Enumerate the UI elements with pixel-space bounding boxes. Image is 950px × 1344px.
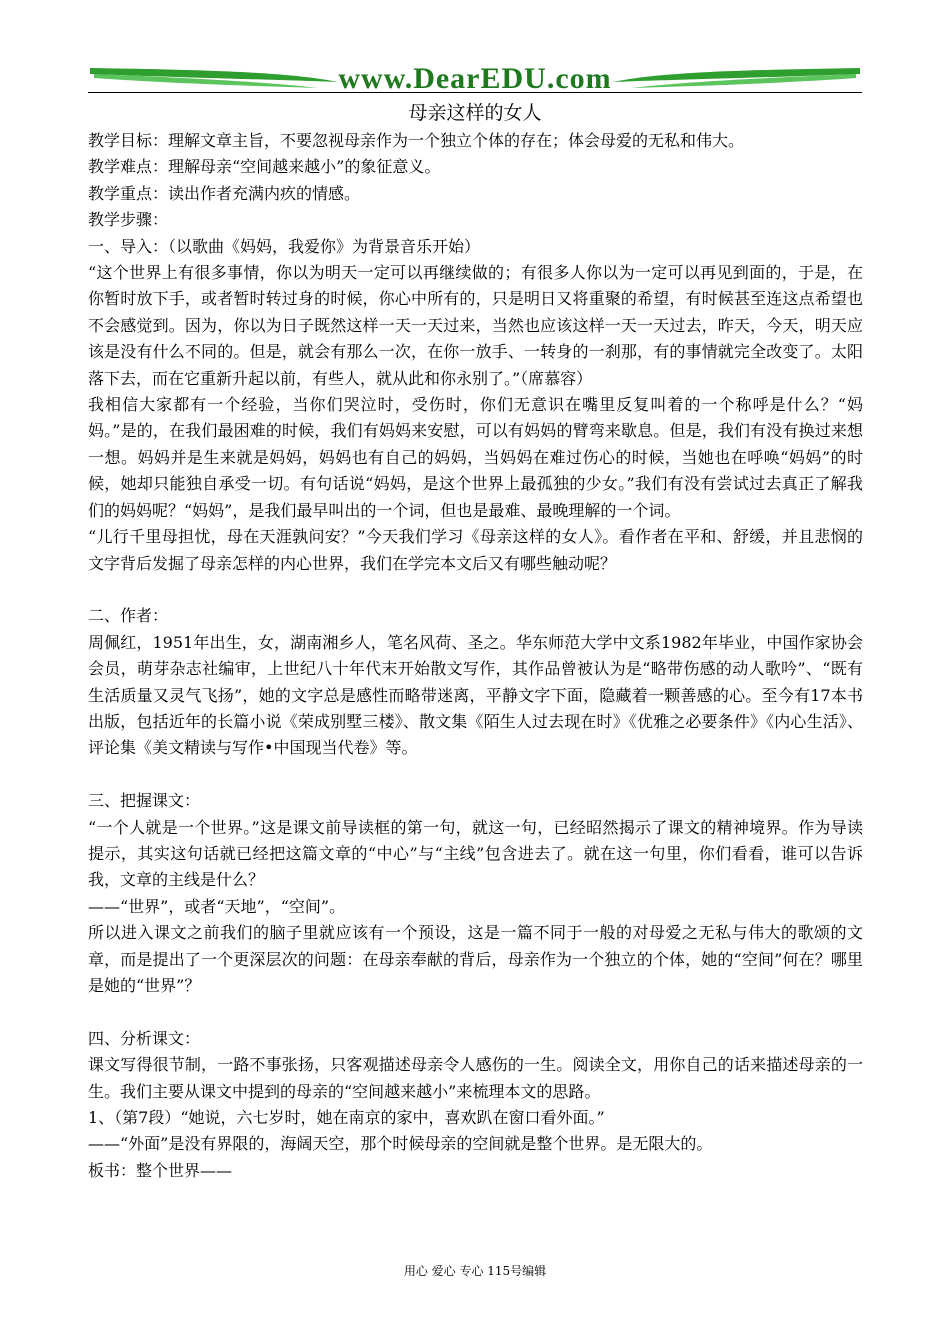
paragraph: 板书：整个世界—— [88,1160,233,1180]
paragraph: “这个世界上有很多事情，你以为明天一定可以再继续做的；有很多人你以为一定可以再见到面的，于是，在你暂时放下手，或者暂时转过身的时候，你心中所有的，只是明日又将重聚的希望，有时候甚至连这点希望也不会感觉到。因为，你以为日子既然这样一天一天过来，当然也应该这样一天一天过去，昨天，今天，明天应该是没有什么不同的。但是，就会有那么一次，在你一放手、一转身的一刹那，有的事情就完全改变了。太阳落下去，而在它重新升起以前，有些人，就从此和你永别了。”（席慕容） [88,263,863,388]
paragraph: ——“世界”，或者“天地”，“空间”。 [88,896,346,916]
page-footer: 用心 爱心 专心 115号编辑 [403,1264,547,1278]
paragraph: 教学目标：理解文章主旨，不要忽视母亲作为一个独立个体的存在；体会母爱的无私和伟大。 [88,131,745,150]
section-heading: 三、把握课文： [88,791,201,811]
paragraph: 教学重点：读出作者充满内疚的情感。 [88,183,361,203]
paragraph: ——“外面”是没有界限的，海阔天空，那个时候母亲的空间就是整个世界。是无限大的。 [88,1134,713,1154]
site-logo-text[interactable]: www.DearEDU.com [338,62,612,95]
paragraph: 周佩红，1951年出生，女，湖南湘乡人，笔名风荷、圣之。华东师范大学中文系1982年毕业，中国作家协会会员，萌芽杂志社编审，上世纪八十年代末开始散文写作，其作品曾被认为是“略带伤感的动人歌吟”、“既有生活质量又灵气飞扬”，她的文字总是感性而略带迷离，平静文字下面，隐藏着一颗善感的心。至今有17本书出版，包括近年的长篇小说《荣成别墅三楼》、散文集《陌生人过去现在时》《优雅之必要条件》《内心生活》、评论集《美文精读与写作•中国现当代卷》等。 [88,632,863,758]
document-body [88,128,863,1184]
paragraph: “一个人就是一个世界。”这是课文前导读框的第一句，就这一句，已经昭然揭示了课文的精神境界。作为导读提示，其实这句话就已经把这篇文章的“中心”与“主线”包含进去了。就在这一句里，你们看看，谁可以告诉我，文章的主线是什么？ [88,817,863,890]
paragraph: 所以进入课文之前我们的脑子里就应该有一个预设，这是一篇不同于一般的对母爱之无私与伟大的歌颂的文章，而是提出了一个更深层次的问题：在母亲奉献的背后，母亲作为一个独立的个体，她的“空间”何在？哪里是她的“世界”？ [88,923,863,995]
paragraph: 教学步骤： [88,210,169,230]
paragraph: 我相信大家都有一个经验，当你们哭泣时，受伤时，你们无意识在嘴里反复叫着的一个称呼是什么？“妈妈。”是的，在我们最困难的时候，我们有妈妈来安慰，可以有妈妈的臂弯来歇息。但是，我们有没有换过来想一想。妈妈并是生来就是妈妈，妈妈也有自己的妈妈，当妈妈在难过伤心的时候，当她也在呼唤“妈妈”的时候，她却只能独自承受一切。有句话说“妈妈，是这个世界上最孤独的少女。”我们有没有尝试过去真正了解我们的妈妈呢？“妈妈”，是我们最早叫出的一个词，但也是最难、最晚理解的一个词。 [88,395,863,520]
blank-line [88,999,863,1025]
section-heading: 四、分析课文： [88,1028,201,1048]
header-divider [88,92,862,93]
paragraph: “儿行千里母担忧，母在天涯孰问安？”今天我们学习《母亲这样的女人》。看作者在平和、舒缓，并且悲悯的文字背后发掘了母亲怎样的内心世界，我们在学完本文后又有哪些触动呢？ [88,527,863,573]
site-header-banner [88,58,862,100]
section-heading: 二、作者： [88,606,169,626]
blank-line [88,762,863,788]
paragraph: 课文写得很节制，一路不事张扬，只客观描述母亲令人感伤的一生。阅读全文，用你自己的话来描述母亲的一生。我们主要从课文中提到的母亲的“空间越来越小”来梳理本文的思路。 [88,1055,863,1101]
blank-line [88,577,863,603]
paragraph: 1、（第7段）“她说，六七岁时，她在南京的家中，喜欢趴在窗口看外面。” [88,1107,605,1127]
paragraph: 教学难点：理解母亲“空间越来越小”的象征意义。 [88,157,441,177]
section-heading: 一、导入：（以歌曲《妈妈，我爱你》为背景音乐开始） [88,236,481,256]
document-title: 母亲这样的女人 [408,102,542,124]
